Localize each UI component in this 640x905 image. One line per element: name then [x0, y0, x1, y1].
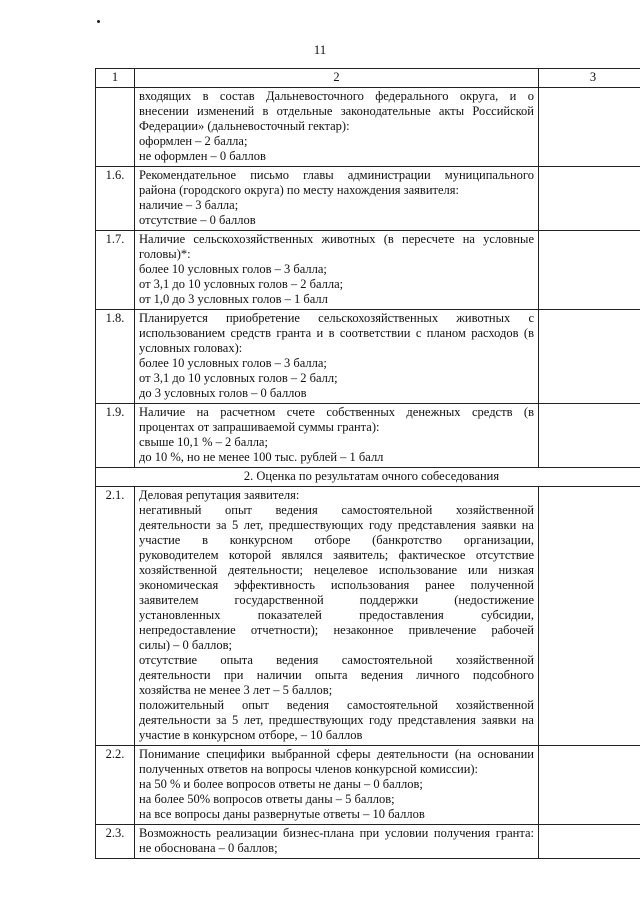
criterion-line: непредоставление отчетности); незаконное привлечение рабочей	[139, 623, 534, 637]
section-2-row	[96, 468, 640, 487]
criterion-line: внесении изменений в отдельные законодательные акты Российской	[139, 104, 534, 118]
criterion-line: наличие – 3 балла;	[139, 198, 239, 212]
section-2-title: 2. Оценка по результатам очного собеседования	[96, 468, 640, 487]
table-row	[96, 825, 640, 859]
header-col-3: 3	[539, 69, 640, 88]
item-number	[96, 88, 135, 167]
criterion-line: головы)*:	[139, 247, 191, 261]
criterion-line: Планируется приобретение сельскохозяйственных животных с	[139, 311, 534, 325]
table-row	[96, 404, 640, 468]
criterion-line: от 3,1 до 10 условных голов – 2 балла;	[139, 277, 344, 291]
score-cell	[539, 88, 640, 167]
criterion-text	[135, 310, 539, 404]
criterion-text	[135, 167, 539, 231]
criterion-line: на более 50% вопросов ответы даны – 5 баллов;	[139, 792, 395, 806]
table-row	[96, 167, 640, 231]
criterion-line: Федерации» (дальневосточный гектар):	[139, 119, 350, 133]
table-row	[96, 88, 640, 167]
criterion-line: отсутствие опыта ведения самостоятельной хозяйственной	[139, 653, 534, 667]
criterion-line: более 10 условных голов – 3 балла;	[139, 262, 327, 276]
criterion-text	[135, 404, 539, 468]
criterion-text	[135, 746, 539, 825]
criterion-line: на все вопросы даны развернутые ответы – 10 баллов	[139, 807, 425, 821]
criterion-line: отсутствие – 0 баллов	[139, 213, 256, 227]
criterion-text	[135, 487, 539, 746]
criterion-line: до 3 условных голов – 0 баллов	[139, 386, 307, 400]
table-row	[96, 310, 640, 404]
criterion-line: Наличие сельскохозяйственных животных (в пересчете на условные	[139, 232, 534, 246]
criterion-line: Наличие на расчетном счете собственных денежных средств (в	[139, 405, 534, 419]
scan-mark	[97, 20, 100, 23]
criterion-line: более 10 условных голов – 3 балла;	[139, 356, 327, 370]
score-cell	[539, 825, 640, 859]
criterion-line: условных головах):	[139, 341, 243, 355]
criterion-line: не оформлен – 0 баллов	[139, 149, 266, 163]
criterion-line: Рекомендательное письмо главы администрации муниципального	[139, 168, 534, 182]
criterion-line: Возможность реализации бизнес-плана при условии получения гранта:	[139, 826, 534, 840]
criterion-line: деятельности за 5 лет, предшествующих году представления заявки на	[139, 518, 534, 532]
criterion-line: от 1,0 до 3 условных голов – 1 балл	[139, 292, 328, 306]
criterion-text	[135, 88, 539, 167]
criterion-line: заявителем государственной поддержки (недостижение	[139, 593, 534, 607]
criteria-table	[95, 68, 640, 859]
criterion-line: хозяйства не менее 3 лет – 5 баллов;	[139, 683, 333, 697]
score-cell	[539, 167, 640, 231]
criterion-line: свыше 10,1 % – 2 балла;	[139, 435, 268, 449]
criterion-line: входящих в состав Дальневосточного федерального округа, и о	[139, 89, 534, 103]
criterion-line: силы) – 0 баллов;	[139, 638, 233, 652]
criterion-line: до 10 %, но не менее 100 тыс. рублей – 1 балл	[139, 450, 384, 464]
criterion-line: установленных показателей предоставления субсидии,	[139, 608, 534, 622]
criterion-line: полученных ответов на вопросы членов конкурсной комиссии):	[139, 762, 479, 776]
criterion-line: участие в конкурсном отборе, – 10 баллов	[139, 728, 363, 742]
criterion-line: руководителем которой являлся заявитель; фактическое отсутствие	[139, 548, 534, 562]
table-row	[96, 231, 640, 310]
criterion-line: района (городского округа) по месту нахождения заявителя:	[139, 183, 459, 197]
item-number: 1.7.	[96, 231, 135, 310]
item-number: 2.2.	[96, 746, 135, 825]
score-cell	[539, 404, 640, 468]
criterion-text	[135, 231, 539, 310]
table-row	[96, 487, 640, 746]
score-cell	[539, 487, 640, 746]
criterion-line: хозяйственной деятельности; нецелевое использование или низкая	[139, 563, 534, 577]
table-row	[96, 746, 640, 825]
criterion-line: оформлен – 2 балла;	[139, 134, 248, 148]
criterion-line: Деловая репутация заявителя:	[139, 488, 300, 502]
criterion-line: негативный опыт ведения самостоятельной хозяйственной	[139, 503, 534, 517]
table-header-row	[96, 69, 640, 88]
item-number: 1.8.	[96, 310, 135, 404]
item-number: 1.9.	[96, 404, 135, 468]
criterion-line: использованием средств гранта и в соответствии с планом расходов (в	[139, 326, 534, 340]
criterion-line: Понимание специфики выбранной сферы деятельности (на основании	[139, 747, 534, 761]
score-cell	[539, 746, 640, 825]
item-number: 1.6.	[96, 167, 135, 231]
criterion-line: участие в конкурсном отборе (банкротство организации,	[139, 533, 534, 547]
item-number: 2.1.	[96, 487, 135, 746]
item-number: 2.3.	[96, 825, 135, 859]
criterion-line: не обоснована – 0 баллов;	[139, 841, 278, 855]
score-cell	[539, 310, 640, 404]
criterion-line: положительный опыт ведения самостоятельной хозяйственной	[139, 698, 534, 712]
criterion-line: на 50 % и более вопросов ответы не даны – 0 баллов;	[139, 777, 423, 791]
criterion-line: деятельности за 5 лет, предшествующих году представления заявки на	[139, 713, 534, 727]
header-col-2: 2	[135, 69, 539, 88]
criterion-text	[135, 825, 539, 859]
criterion-line: от 3,1 до 10 условных голов – 2 балл;	[139, 371, 338, 385]
header-col-1: 1	[96, 69, 135, 88]
criterion-line: экономическая эффективность использования ранее полученной	[139, 578, 534, 592]
page-number: 11	[313, 42, 327, 57]
criterion-line: деятельности при наличии опыта ведения личного подсобного	[139, 668, 534, 682]
criterion-line: процентах от запрашиваемой суммы гранта):	[139, 420, 380, 434]
score-cell	[539, 231, 640, 310]
